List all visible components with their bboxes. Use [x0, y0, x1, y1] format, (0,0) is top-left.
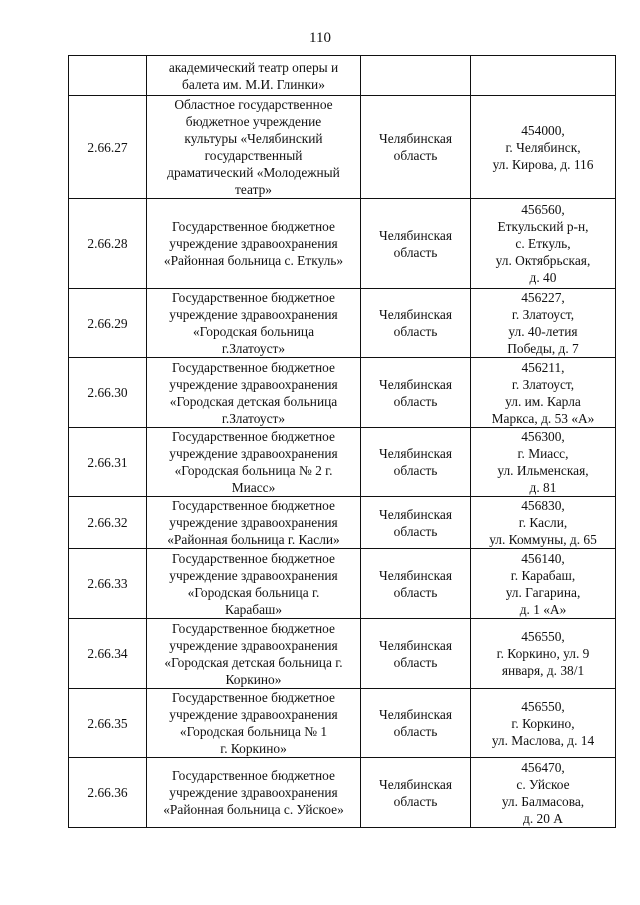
region-cell	[361, 619, 471, 689]
address-line: г. Карабаш,	[510, 567, 576, 583]
table-row	[69, 96, 616, 199]
region-cell	[361, 689, 471, 758]
institution-line: г.Златоуст»	[221, 410, 286, 426]
institution-cell	[147, 96, 361, 199]
institution-cell	[147, 199, 361, 289]
region-line: Челябинская	[379, 707, 452, 722]
institution-line: Государственное бюджетное	[172, 290, 335, 305]
address-cell	[471, 358, 616, 428]
institution-line: академический театр оперы и	[168, 59, 339, 75]
institution-line: Государственное бюджетное	[172, 219, 335, 234]
institution-line: «Городская больница г.	[187, 584, 320, 600]
institution-cell	[147, 358, 361, 428]
institution-line: «Городская детская больница г.	[164, 654, 343, 670]
table-row	[69, 289, 616, 358]
address-cell	[471, 56, 616, 96]
address-line: д. 1 «А»	[519, 601, 567, 617]
institution-line: государственный	[204, 148, 303, 163]
institution-line: «Городская детская больница	[169, 393, 338, 409]
region-line: Челябинская	[379, 637, 452, 653]
region-cell	[361, 96, 471, 199]
institution-line: учреждение здравоохранения	[169, 515, 338, 530]
region-line: Челябинская	[379, 227, 452, 243]
region-line: область	[393, 463, 438, 478]
institution-line: учреждение здравоохранения	[169, 307, 338, 322]
table-row	[69, 758, 616, 828]
institution-cell	[147, 56, 361, 96]
institution-line: Государственное бюджетное	[172, 550, 335, 566]
institution-line: учреждение здравоохранения	[169, 707, 338, 722]
region-cell	[361, 549, 471, 619]
institution-cell	[147, 758, 361, 828]
institution-line: Миасс»	[231, 480, 276, 495]
table-row	[69, 549, 616, 619]
table-body	[69, 56, 616, 828]
region-cell	[361, 497, 471, 549]
address-line: ул. им. Карла	[505, 393, 581, 409]
address-line: 456550,	[521, 629, 565, 644]
address-line: ул. Гагарина,	[505, 584, 581, 600]
address-line: ул. Коммуны, д. 65	[489, 532, 597, 547]
address-line: д. 40	[529, 270, 557, 285]
address-line: Маркса, д. 53 «А»	[491, 410, 595, 426]
institution-cell	[147, 549, 361, 619]
address-cell	[471, 497, 616, 549]
address-cell	[471, 96, 616, 199]
institution-line: Государственное бюджетное	[172, 620, 335, 636]
address-line: д. 81	[529, 480, 557, 495]
region-line: Челябинская	[379, 307, 452, 322]
code-cell: 2.66.27	[69, 96, 147, 199]
address-line: 456227,	[521, 290, 565, 305]
address-line: 456300,	[521, 429, 565, 444]
code-cell: 2.66.32	[69, 497, 147, 549]
address-line: Еткульский р-н,	[497, 219, 589, 234]
region-line: область	[393, 523, 438, 539]
region-cell	[361, 56, 471, 96]
address-cell	[471, 619, 616, 689]
address-line: ул. Балмасова,	[501, 793, 585, 809]
table-row	[69, 428, 616, 497]
institution-line: г.Златоуст»	[221, 341, 286, 356]
institution-line: бюджетное учреждение	[185, 114, 322, 129]
region-cell	[361, 358, 471, 428]
code-cell	[69, 56, 147, 96]
region-line: область	[393, 324, 438, 339]
institution-cell	[147, 689, 361, 758]
institution-line: драматический «Молодежный	[167, 165, 340, 180]
address-line: 456211,	[521, 359, 565, 375]
code-cell: 2.66.31	[69, 428, 147, 497]
address-cell	[471, 199, 616, 289]
institution-line: Государственное бюджетное	[172, 768, 335, 783]
region-line: область	[393, 148, 438, 163]
table-row	[69, 358, 616, 428]
institution-line: Государственное бюджетное	[172, 498, 335, 513]
region-line: область	[393, 244, 438, 260]
address-line: с. Уйское	[516, 776, 570, 792]
region-cell	[361, 199, 471, 289]
region-line: Челябинская	[379, 506, 452, 522]
institution-line: «Городская больница № 1	[179, 724, 328, 739]
address-line: ул. Ильменская,	[497, 463, 589, 478]
address-cell	[471, 689, 616, 758]
address-line: 456830,	[521, 498, 565, 513]
address-line: Победы, д. 7	[507, 341, 579, 356]
address-line: ул. Маслова, д. 14	[491, 732, 595, 748]
institution-line: учреждение здравоохранения	[169, 236, 338, 251]
institution-line: театр»	[235, 182, 272, 197]
region-line: Челябинская	[379, 446, 452, 461]
address-line: г. Златоуст,	[511, 376, 575, 392]
region-cell	[361, 758, 471, 828]
institution-line: «Районная больница г. Касли»	[167, 532, 340, 547]
address-line: г. Касли,	[518, 515, 568, 530]
address-line: г. Челябинск,	[505, 139, 581, 155]
institution-line: Государственное бюджетное	[172, 359, 335, 375]
address-line: 456550,	[521, 698, 565, 714]
institution-line: «Городская больница № 2 г.	[174, 463, 333, 478]
institution-line: культуры «Челябинский	[184, 131, 323, 146]
institution-line: Государственное бюджетное	[172, 429, 335, 444]
institution-line: Коркино»	[225, 671, 282, 687]
code-cell: 2.66.34	[69, 619, 147, 689]
region-cell	[361, 289, 471, 358]
region-line: Челябинская	[379, 131, 452, 146]
address-line: с. Еткуль,	[515, 236, 571, 251]
institution-line: «Районная больница с. Уйское»	[163, 802, 344, 817]
address-line: 456560,	[521, 202, 565, 217]
code-cell: 2.66.28	[69, 199, 147, 289]
institution-line: учреждение здравоохранения	[169, 446, 338, 461]
institution-cell	[147, 428, 361, 497]
address-line: г. Златоуст,	[511, 307, 575, 322]
code-cell: 2.66.35	[69, 689, 147, 758]
address-cell	[471, 289, 616, 358]
address-line: ул. 40-летия	[508, 324, 578, 339]
region-line: Челябинская	[379, 376, 452, 392]
institution-line: Карабаш»	[224, 601, 283, 617]
address-line: 456140,	[521, 550, 565, 566]
institution-cell	[147, 289, 361, 358]
region-line: область	[393, 654, 438, 670]
institution-line: учреждение здравоохранения	[169, 785, 338, 800]
table-row	[69, 497, 616, 549]
address-cell	[471, 428, 616, 497]
institution-line: учреждение здравоохранения	[169, 376, 338, 392]
address-line: г. Коркино, ул. 9	[496, 646, 590, 661]
address-line: ул. Октябрьская,	[495, 253, 591, 268]
institution-line: учреждение здравоохранения	[169, 567, 338, 583]
institution-line: г. Коркино»	[220, 741, 287, 756]
region-cell	[361, 428, 471, 497]
address-cell	[471, 758, 616, 828]
region-line: область	[393, 584, 438, 600]
address-line: ул. Кирова, д. 116	[492, 156, 594, 172]
address-line: 454000,	[521, 122, 565, 138]
institution-line: учреждение здравоохранения	[169, 637, 338, 653]
code-cell: 2.66.36	[69, 758, 147, 828]
address-line: г. Миасс,	[517, 446, 569, 461]
page-number: 110	[309, 30, 331, 46]
address-line: д. 20 А	[523, 810, 563, 826]
institution-line: «Городская больница	[192, 324, 315, 339]
address-cell	[471, 549, 616, 619]
institution-cell	[147, 619, 361, 689]
institution-cell	[147, 497, 361, 549]
institution-line: балета им. М.И. Глинки»	[182, 76, 325, 92]
table-row	[69, 199, 616, 289]
region-line: область	[393, 393, 438, 409]
address-line: 456470,	[521, 759, 565, 775]
institution-line: Государственное бюджетное	[172, 690, 335, 705]
institutions-table	[68, 55, 616, 828]
table-row	[69, 619, 616, 689]
code-cell: 2.66.29	[69, 289, 147, 358]
region-line: Челябинская	[379, 776, 452, 792]
table-row	[69, 56, 616, 96]
region-line: область	[393, 793, 438, 809]
table-row	[69, 689, 616, 758]
region-line: Челябинская	[379, 567, 452, 583]
institution-line: «Районная больница с. Еткуль»	[163, 253, 344, 268]
code-cell: 2.66.33	[69, 549, 147, 619]
region-line: область	[393, 724, 438, 739]
address-line: января, д. 38/1	[501, 663, 585, 678]
address-line: г. Коркино,	[511, 715, 575, 731]
institution-line: Областное государственное	[174, 97, 333, 112]
code-cell: 2.66.30	[69, 358, 147, 428]
